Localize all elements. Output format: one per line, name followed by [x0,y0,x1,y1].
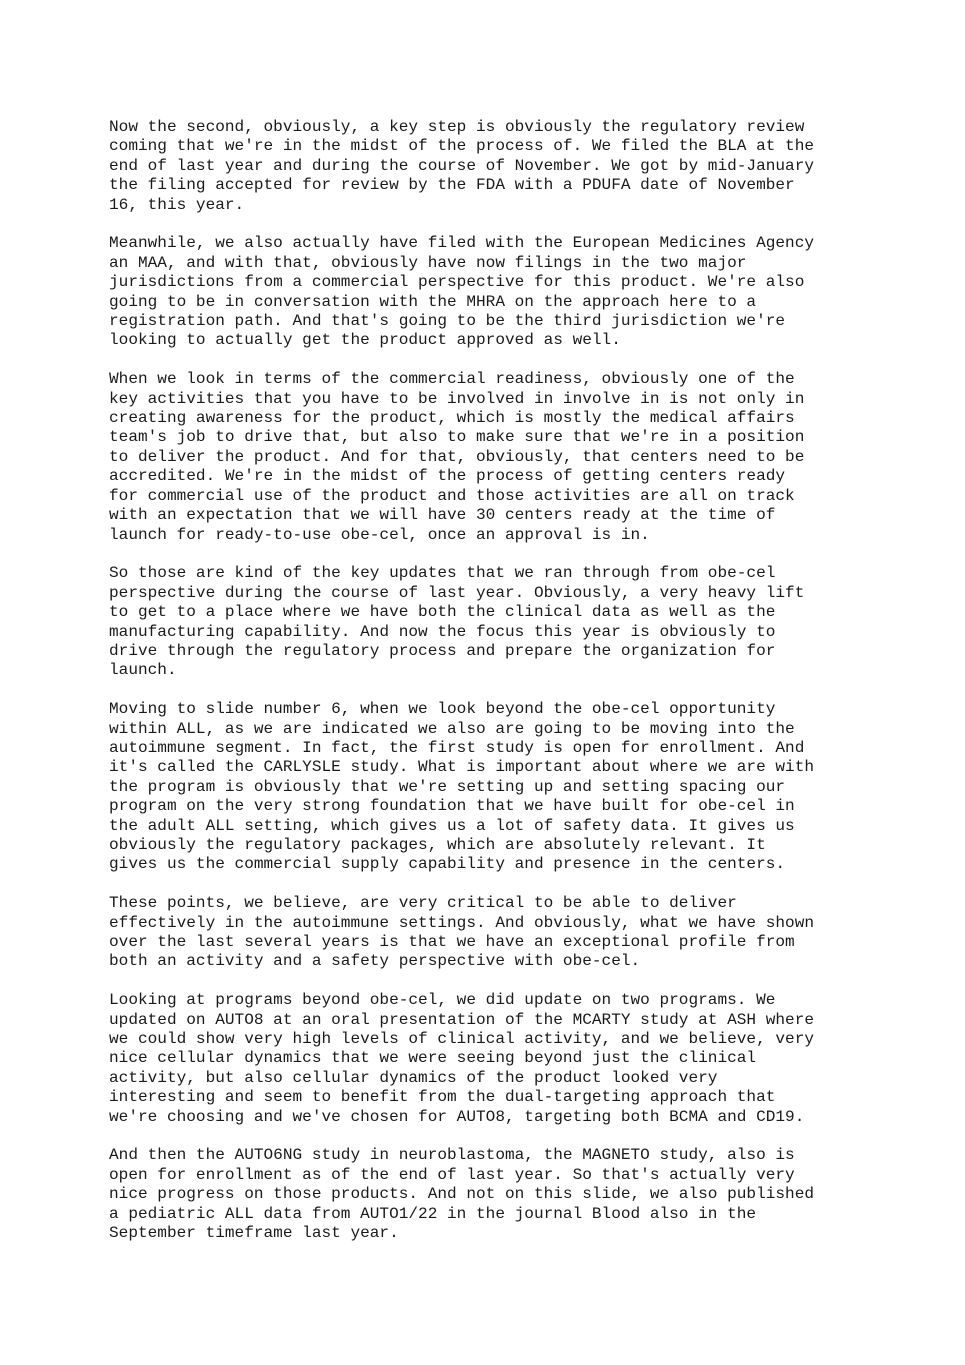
paragraph-other-programs: Looking at programs beyond obe-cel, we did update on two programs. We updated on AUTO8 at an oral presentation of the MCARTY study at ASH where we could show very high levels of clinical activity, and we believe, very nice cellular dynamics that we were seeing beyond just the clinical activity, but also cellular dynamics of the product looked very interesting and seem to benefit from the dual-targeting approach that we're choosing and we've chosen for AUTO8, targeting both BCMA and CD19. [109,991,815,1126]
paragraph-ema-filing: Meanwhile, we also actually have filed with the European Medicines Agency an MAA, and with that, obviously have now filings in the two major jurisdictions from a commercial perspective for this product. We're also going to be in conversation with the MHRA on the approach here to a registration path. And that's going to be the third jurisdiction we're looking to actually get the product approved as well. [109,234,815,350]
paragraph-critical-points: These points, we believe, are very critical to be able to deliver effectively in the autoimmune settings. And obviously, what we have shown over the last several years is that we have an exceptional profile from both an activity and a safety perspective with obe-cel. [109,894,815,971]
paragraph-auto6ng: And then the AUTO6NG study in neuroblastoma, the MAGNETO study, also is open for enrollment as of the end of last year. So that's actually very nice progress on those products. And not on this slide, we also published a pediatric ALL data from AUTO1/22 in the journal Blood also in the September timeframe last year. [109,1146,815,1243]
paragraph-autoimmune: Moving to slide number 6, when we look beyond the obe-cel opportunity within ALL, as we are indicated we also are going to be moving into the autoimmune segment. In fact, the first study is open for enrollment. And it's called the CARLYSLE study. What is important about where we are with the program is obviously that we're setting up and setting spacing our program on the very strong foundation that we have built for obe-cel in the adult ALL setting, which gives us a lot of safety data. It gives us obviously the regulatory packages, which are absolutely relevant. It gives us the commercial supply capability and presence in the centers. [109,700,815,874]
document-body [109,118,869,1263]
paragraph-key-updates: So those are kind of the key updates that we ran through from obe-cel perspective during the course of last year. Obviously, a very heavy lift to get to a place where we have both the clinical data as well as the manufacturing capability. And now the focus this year is obviously to drive through the regulatory process and prepare the organization for launch. [109,564,805,680]
paragraph-regulatory-review: Now the second, obviously, a key step is obviously the regulatory review coming that we're in the midst of the process of. We filed the BLA at the end of last year and during the course of November. We got by mid-January the filing accepted for review by the FDA with a PDUFA date of November 16, this year. [109,118,815,214]
paragraph-commercial-readiness: When we look in terms of the commercial readiness, obviously one of the key activities that you have to be involved in involve in is not only in creating awareness for the product, which is mostly the medical affairs team's job to drive that, but also to make sure that we're in a position to deliver the product. And for that, obviously, that centers need to be accredited. We're in the midst of the process of getting centers ready for commercial use of the product and those activities are all on track with an expectation that we will have 30 centers ready at the time of launch for ready-to-use obe-cel, once an approval is in. [109,370,805,544]
